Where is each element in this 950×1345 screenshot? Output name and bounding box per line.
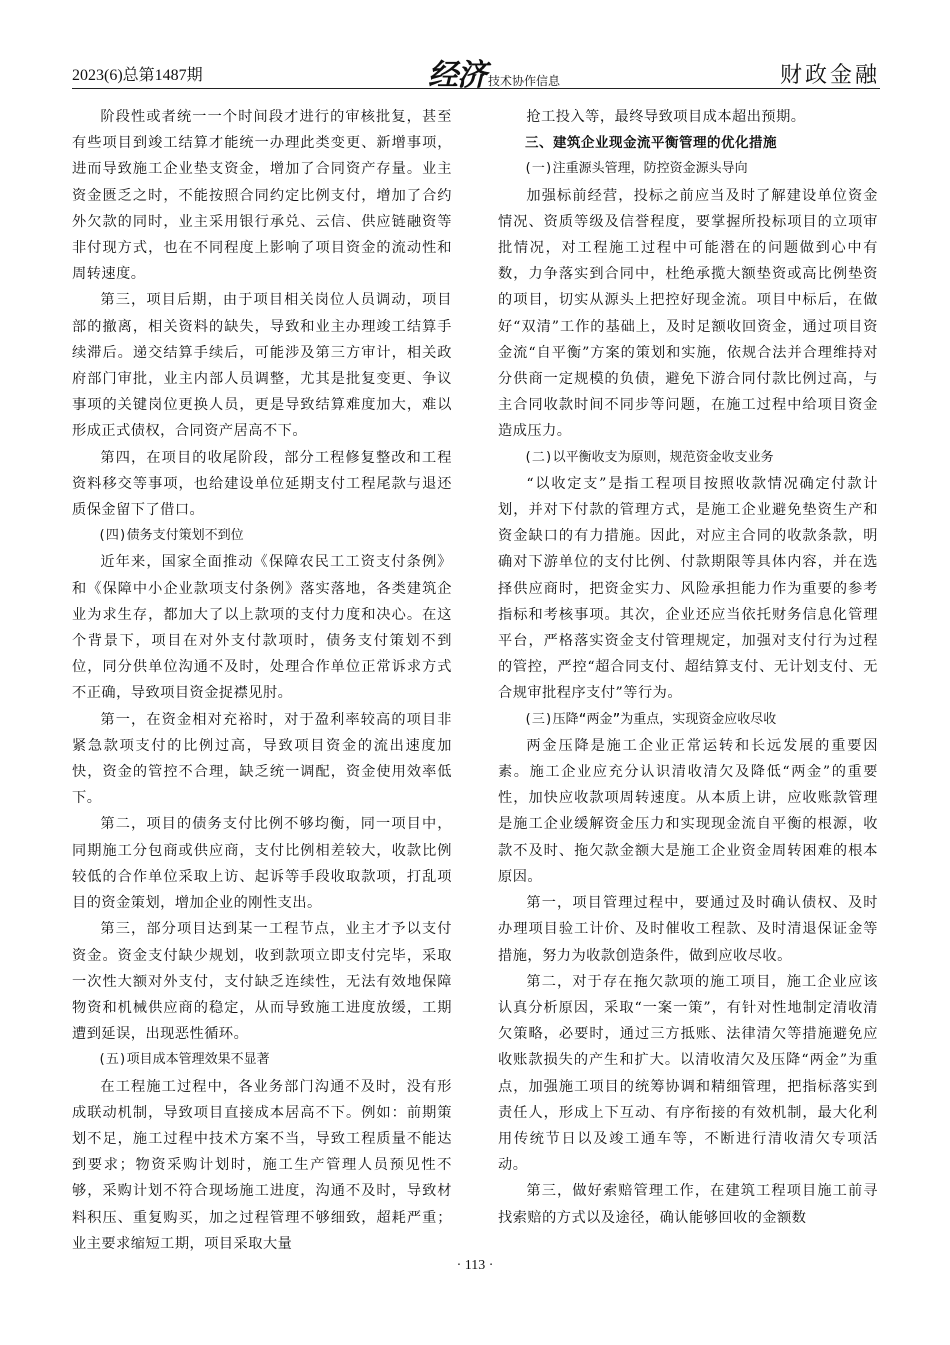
subsection-heading: (二)以平衡收支为原则，规范资金收支业务 xyxy=(524,449,774,465)
header-rule xyxy=(72,88,880,89)
body-paragraph: 第四，在项目的收尾阶段，部分工程修复整改和工程资料移交等事项，也给建设单位延期支付工程尾款与退还质保金留下了借口。 xyxy=(72,449,452,519)
page-number: · 113 · xyxy=(456,1258,494,1273)
body-paragraph: 加强标前经营，投标之前应当及时了解建设单位资金情况、资质等级及信誉程度，要掌握所投标项目的立项审批情况，对工程施工过程中可能潜在的问题做到心中有数，力争落实到合同中，杜绝承揽大额垫资或高比例垫资的项目，切实从源头上把控好现金流。项目中标后，在做好“双清”工作的基础上，及时足额收回资金，通过项目资金流“自平衡”方案的策划和实施，依规合法并合理维持对分供商一定规模的负债，避免下游合同付款比例过高，与主合同收款时间不同步等问题，在施工过程中给项目资金造成压力。 xyxy=(498,187,878,440)
subsection-heading: (一)注重源头管理，防控资金源头导向 xyxy=(524,161,748,177)
body-paragraph: 近年来，国家全面推动《保障农民工工资支付条例》和《保障中小企业款项支付条例》落实落地，各类建筑企业为求生存，都加大了以上款项的支付力度和决心。在这个背景下，项目在对外支付款项时，债务支付策划不到位，同分供单位沟通不及时，处理合作单位正常诉求方式不正确，导致项目资金捉襟见肘。 xyxy=(72,554,452,702)
body-paragraph: 抢工投入等，最终导致项目成本超出预期。 xyxy=(526,109,806,125)
body-paragraph: 第一，在资金相对充裕时，对于盈利率较高的项目非紧急款项支付的比例过高，导致项目资金的流出速度加快，资金的管控不合理，缺乏统一调配，资金使用效率低下。 xyxy=(72,711,452,807)
journal-logo-subtitle: 技术协作信息 xyxy=(488,74,561,88)
body-paragraph: 第三，部分项目达到某一工程节点，业主才予以支付资金。资金支付缺少规划，收到款项立即支付完毕，采取一次性大额对外支付，支付缺乏连续性，无法有效地保障物资和机械供应商的稳定，从而导致施工进度放缓，工期遭到延误，出现恶性循环。 xyxy=(72,921,452,1043)
body-paragraph: 在工程施工过程中，各业务部门沟通不及时，没有形成联动机制，导致项目直接成本居高不下。例如：前期策划不足，施工过程中技术方案不当，导致工程质量不能达到要求；物资采购计划时，施工生产管理人员预见性不够，采购计划不符合现场施工进度，沟通不及时，导致材料积压、重复购买，加之过程管理不够细致，超耗严重；业主要求缩短工期，项目采取大量 xyxy=(72,1078,452,1252)
page-header xyxy=(72,48,880,93)
subsection-heading: (四)债务支付策划不到位 xyxy=(98,528,244,544)
body-paragraph: 阶段性或者统一一个时间段才进行的审核批复，甚至有些项目到竣工结算才能统一办理此类变更、新增事项，进而导致施工企业垫支资金，增加了合同资产存量。业主资金匮乏之时，不能按照合同约定比例支付，增加了合约外欠款的同时，业主采用银行承兑、云信、供应链融资等非付现方式，也在不同程度上影响了项目资金的流动性和周转速度。 xyxy=(72,109,452,283)
body-paragraph: 两金压降是施工企业正常运转和长远发展的重要因素。施工企业应充分认识清收清欠及降低“两金”的重要性，加快应收款项周转速度。从本质上讲，应收账款管理是施工企业缓解资金压力和实现现金流自平衡的根源，收款不及时、拖欠款金额大是施工企业资金周转困难的根本原因。 xyxy=(498,737,878,885)
section-heading: 三、建筑企业现金流平衡管理的优化措施 xyxy=(525,135,777,152)
body-paragraph: 第三，做好索赔管理工作，在建筑工程项目施工前寻找索赔的方式以及途径，确认能够回收的金额数 xyxy=(498,1183,878,1226)
section-title: 财政金融 xyxy=(779,63,880,88)
body-paragraph: “以收定支”是指工程项目按照收款情况确定付款计划，并对下付款的管理方式，是施工企业避免垫资生产和资金缺口的有力措施。因此，对应主合同的收款条款，明确对下游单位的支付比例、付款期限等具体内容，并在选择供应商时，把资金实力、风险承担能力作为重要的参考指标和考核事项。其次，企业还应当依托财务信息化管理平台，严格落实资金支付管理规定，加强对支付行为过程的管控，严控“超合同支付、超结算支付、无计划支付、无合规审批程序支付”等行为。 xyxy=(498,475,878,702)
left-column xyxy=(72,104,452,1257)
body-paragraph: 第二，对于存在拖欠款项的施工项目，施工企业应该认真分析原因，采取“一案一策”，有针对性地制定清收清欠策略，必要时，通过三方抵账、法律清欠等措施避免应收账款损失的产生和扩大。以清收清欠及压降“两金”为重点，加强施工项目的统筹协调和精细管理，把指标落实到责任人，形成上下互动、有序衔接的有效机制，最大化利用传统节日以及竣工通车等，不断进行清收清欠专项活动。 xyxy=(498,973,878,1174)
journal-logo-mark: 经济 xyxy=(428,58,486,93)
right-column xyxy=(498,104,878,1231)
subsection-heading: (三)压降“两金”为重点，实现资金应收尽收 xyxy=(524,711,777,727)
subsection-heading: (五)项目成本管理效果不显著 xyxy=(98,1052,270,1068)
body-paragraph: 第一，项目管理过程中，要通过及时确认债权、及时办理项目验工计价、及时催收工程款、及时清退保证金等措施，努力为收款创造条件，做到应收尽收。 xyxy=(498,895,878,964)
body-paragraph: 第三，项目后期，由于项目相关岗位人员调动，项目部的撤离，相关资料的缺失，导致和业主办理竣工结算手续滞后。递交结算手续后，可能涉及第三方审计，相关政府部门审批，业主内部人员调整，尤其是批复变更、争议事项的关键岗位更换人员，更是导致结算难度加大，难以形成正式债权，合同资产居高不下。 xyxy=(72,292,452,440)
issue-number: 2023(6)总第1487期 xyxy=(72,67,203,84)
body-paragraph: 第二，项目的债务支付比例不够均衡，同一项目中，同期施工分包商或供应商，支付比例相差较大，收款比例较低的合作单位采取上访、起诉等手段收取款项，打乱项目的资金策划，增加企业的刚性支出。 xyxy=(72,816,452,912)
